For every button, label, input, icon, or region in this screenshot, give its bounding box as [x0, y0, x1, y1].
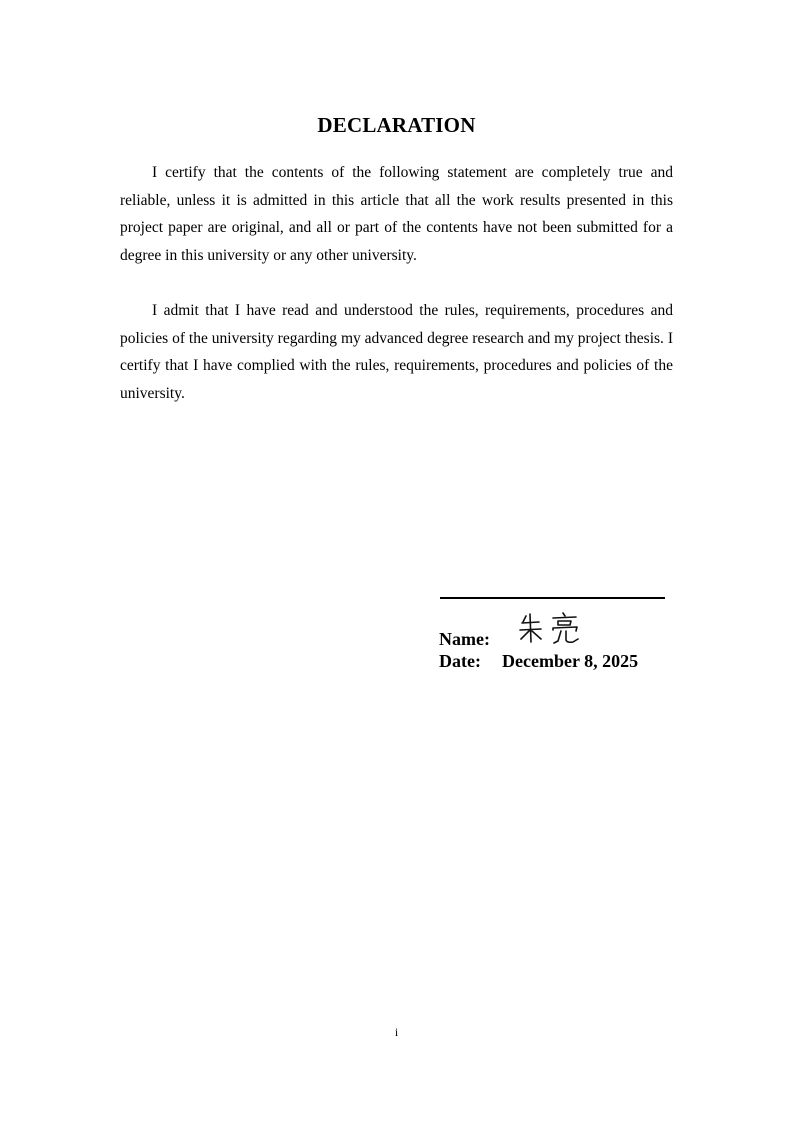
date-value: December 8, 2025 [502, 651, 639, 671]
page-number: i [394, 1025, 399, 1039]
page-title: DECLARATION [317, 113, 476, 137]
signature-line [440, 597, 665, 599]
paragraph-compliance: I admit that I have read and understood the rules, requirements, procedures and policies of the university regarding my advanced degree research and my project thesis. I certify that I have complied with the rules, requirements, procedures and policies of the university. [120, 302, 673, 403]
paragraph-certification: I certify that the contents of the following statement are completely true and reliable, unless it is admitted in this article that all the work results presented in this project paper are original, and all or part of the contents have not been submitted for a degree in this university or any other university. [120, 164, 673, 265]
date-label: Date: [439, 651, 481, 671]
name-label: Name: [439, 629, 490, 649]
handwritten-signature [518, 612, 582, 646]
